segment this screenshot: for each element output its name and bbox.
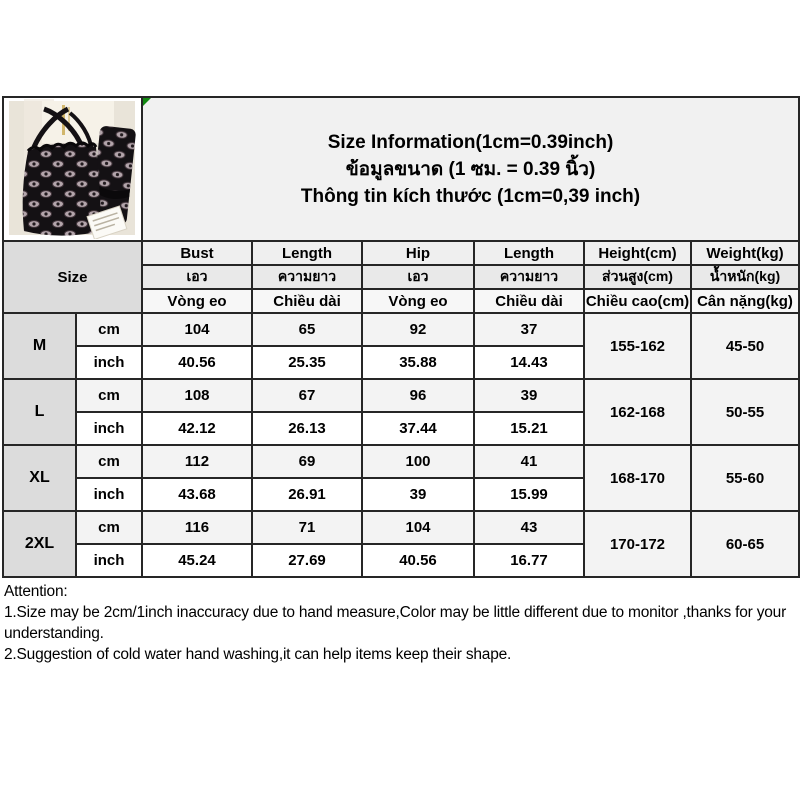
cell-value: 37 — [474, 313, 584, 346]
cell-value: 71 — [252, 511, 362, 544]
col-header-height-vi: Chiều cao(cm) — [584, 289, 691, 313]
cell-value: 26.91 — [252, 478, 362, 511]
cell-value: 35.88 — [362, 346, 474, 379]
table-row-xl-cm — [3, 445, 799, 478]
col-header-height: Height(cm) — [584, 241, 691, 265]
cell-value: 45.24 — [142, 544, 252, 577]
cell-value: 65 — [252, 313, 362, 346]
cell-value: 16.77 — [474, 544, 584, 577]
unit-label: inch — [76, 544, 142, 577]
height-range: 155-162 — [584, 313, 691, 379]
col-header-weight-th: น้ำหนัก(kg) — [691, 265, 799, 289]
cell-value: 26.13 — [252, 412, 362, 445]
col-header-bust-th: เอว — [142, 265, 252, 289]
cell-value: 69 — [252, 445, 362, 478]
unit-label: inch — [76, 346, 142, 379]
attention-line-2: 2.Suggestion of cold water hand washing,it can help items keep their shape. — [4, 646, 512, 663]
cell-value: 104 — [142, 313, 252, 346]
col-header-length2-th: ความยาว — [474, 265, 584, 289]
cell-value: 42.12 — [142, 412, 252, 445]
unit-label: inch — [76, 412, 142, 445]
cell-value: 108 — [142, 379, 252, 412]
weight-range: 55-60 — [691, 445, 799, 511]
col-header-bust: Bust — [142, 241, 252, 265]
col-header-length1: Length — [252, 241, 362, 265]
col-header-length1-th: ความยาว — [252, 265, 362, 289]
cell-value: 39 — [474, 379, 584, 412]
weight-range: 60-65 — [691, 511, 799, 577]
attention-line-1: 1.Size may be 2cm/1inch inaccuracy due to hand measure,Color may be little different due to monitor ,thanks for your understanding. — [4, 604, 787, 642]
attention-note — [2, 581, 796, 665]
cell-value: 37.44 — [362, 412, 474, 445]
size-label-xl: XL — [3, 445, 76, 511]
col-header-bust-vi: Vòng eo — [142, 289, 252, 313]
size-info-title-th: ข้อมูลขนาด (1 ซม. = 0.39 นิ้ว) — [345, 158, 596, 180]
product-photo — [4, 99, 138, 239]
cell-value: 112 — [142, 445, 252, 478]
cell-value: 96 — [362, 379, 474, 412]
weight-range: 45-50 — [691, 313, 799, 379]
title-cell — [142, 97, 799, 241]
header-row-en — [3, 241, 799, 265]
col-header-height-th: ส่วนสูง(cm) — [584, 265, 691, 289]
cell-value: 40.56 — [362, 544, 474, 577]
cell-value: 67 — [252, 379, 362, 412]
unit-label: cm — [76, 379, 142, 412]
cell-value: 40.56 — [142, 346, 252, 379]
col-header-hip-th: เอว — [362, 265, 474, 289]
top-row — [3, 97, 799, 241]
unit-label: cm — [76, 313, 142, 346]
product-photo-cell — [3, 97, 142, 241]
size-column-header: Size — [3, 241, 142, 313]
cell-value: 15.99 — [474, 478, 584, 511]
table-row-2xl-cm — [3, 511, 799, 544]
cell-value: 43 — [474, 511, 584, 544]
col-header-weight-vi: Cân nặng(kg) — [691, 289, 799, 313]
size-label-2xl: 2XL — [3, 511, 76, 577]
size-info-title-en: Size Information(1cm=0.39inch) — [327, 131, 614, 153]
green-corner-marker-icon — [143, 98, 151, 106]
weight-range: 50-55 — [691, 379, 799, 445]
attention-heading: Attention: — [4, 583, 68, 600]
col-header-length2-vi: Chiều dài — [474, 289, 584, 313]
size-info-title-vi: Thông tin kích thước (1cm=0,39 inch) — [300, 185, 641, 207]
cell-value: 14.43 — [474, 346, 584, 379]
height-range: 162-168 — [584, 379, 691, 445]
unit-label: inch — [76, 478, 142, 511]
col-header-weight: Weight(kg) — [691, 241, 799, 265]
cell-value: 92 — [362, 313, 474, 346]
cell-value: 41 — [474, 445, 584, 478]
col-header-length2: Length — [474, 241, 584, 265]
col-header-hip-vi: Vòng eo — [362, 289, 474, 313]
cell-value: 39 — [362, 478, 474, 511]
size-label-l: L — [3, 379, 76, 445]
cell-value: 100 — [362, 445, 474, 478]
cell-value: 25.35 — [252, 346, 362, 379]
unit-label: cm — [76, 445, 142, 478]
col-header-hip: Hip — [362, 241, 474, 265]
table-row-m-cm — [3, 313, 799, 346]
size-table — [2, 96, 800, 578]
size-label-m: M — [3, 313, 76, 379]
unit-label: cm — [76, 511, 142, 544]
cell-value: 15.21 — [474, 412, 584, 445]
table-row-l-cm — [3, 379, 799, 412]
height-range: 168-170 — [584, 445, 691, 511]
cell-value: 104 — [362, 511, 474, 544]
cell-value: 116 — [142, 511, 252, 544]
size-chart-sheet — [2, 96, 798, 665]
cell-value: 27.69 — [252, 544, 362, 577]
cell-value: 43.68 — [142, 478, 252, 511]
height-range: 170-172 — [584, 511, 691, 577]
col-header-length1-vi: Chiều dài — [252, 289, 362, 313]
